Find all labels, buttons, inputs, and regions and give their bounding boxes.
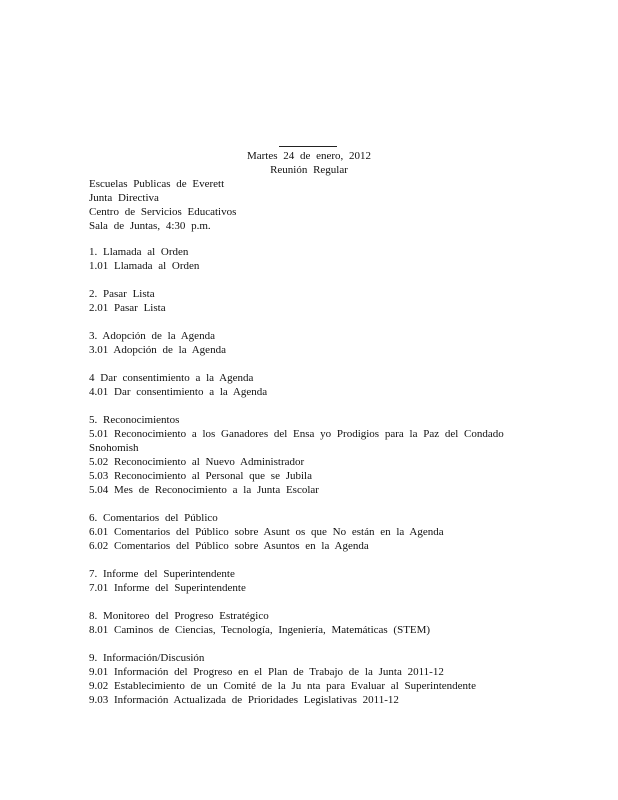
- center-name: Centro de Servicios Educativos: [89, 206, 237, 218]
- section-title: 2. Pasar Lista: [89, 288, 155, 300]
- date-underline-rule: [279, 146, 337, 147]
- agenda-section: [89, 651, 519, 707]
- agenda-item: 6.02 Comentarios del Público sobre Asuntos en la Agenda: [89, 540, 369, 552]
- agenda-section: [89, 413, 519, 497]
- agenda-section: [89, 511, 519, 553]
- agenda-item: 9.03 Información Actualizada de Prioridades Legislativas 2011-12: [89, 694, 399, 706]
- agenda-item: 9.02 Establecimiento de un Comité de la Ju nta para Evaluar al Superintendente: [89, 680, 476, 692]
- agenda-section: [89, 245, 519, 273]
- agenda-item: 4.01 Dar consentimiento a la Agenda: [89, 386, 268, 398]
- agenda-section: [89, 567, 519, 595]
- meeting-type: Reunión Regular: [270, 164, 348, 176]
- section-title: 9. Información/Discusión: [89, 652, 205, 664]
- agenda-section: [89, 287, 519, 315]
- section-title: 7. Informe del Superintendente: [89, 568, 235, 580]
- agenda-section: [89, 329, 519, 357]
- board-name: Junta Directiva: [89, 192, 159, 204]
- organization-name: Escuelas Publicas de Everett: [89, 178, 225, 190]
- section-title: 6. Comentarios del Público: [89, 512, 218, 524]
- agenda-item: 3.01 Adopción de la Agenda: [89, 344, 226, 356]
- room-and-time: Sala de Juntas, 4:30 p.m.: [89, 220, 211, 232]
- agenda-item: 7.01 Informe del Superintendente: [89, 582, 246, 594]
- agenda-item: 5.03 Reconocimiento al Personal que se Jubila: [89, 470, 312, 482]
- meeting-header: [0, 149, 618, 177]
- organization-block: [89, 177, 236, 233]
- agenda-list: [89, 245, 519, 721]
- agenda-item: 1.01 Llamada al Orden: [89, 260, 200, 272]
- section-title: 8. Monitoreo del Progreso Estratégico: [89, 610, 269, 622]
- agenda-section: [89, 609, 519, 637]
- agenda-section: [89, 371, 519, 399]
- meeting-date: Martes 24 de enero, 2012: [246, 150, 372, 162]
- agenda-item: 2.01 Pasar Lista: [89, 302, 166, 314]
- agenda-item: 6.01 Comentarios del Público sobre Asunt os que No están en la Agenda: [89, 526, 444, 538]
- agenda-item: 5.02 Reconocimiento al Nuevo Administrador: [89, 456, 305, 468]
- agenda-item: 5.04 Mes de Reconocimiento a la Junta Escolar: [89, 484, 319, 496]
- agenda-item: 5.01 Reconocimiento a los Ganadores del Ensa yo Prodigios para la Paz del Condado Snohomish: [89, 428, 504, 454]
- agenda-item: 8.01 Caminos de Ciencias, Tecnología, Ingeniería, Matemáticas (STEM): [89, 624, 431, 636]
- section-title: 5. Reconocimientos: [89, 414, 180, 426]
- section-title: 4 Dar consentimiento a la Agenda: [89, 372, 254, 384]
- section-title: 3. Adopción de la Agenda: [89, 330, 215, 342]
- agenda-item: 9.01 Información del Progreso en el Plan de Trabajo de la Junta 2011-12: [89, 666, 444, 678]
- section-title: 1. Llamada al Orden: [89, 246, 189, 258]
